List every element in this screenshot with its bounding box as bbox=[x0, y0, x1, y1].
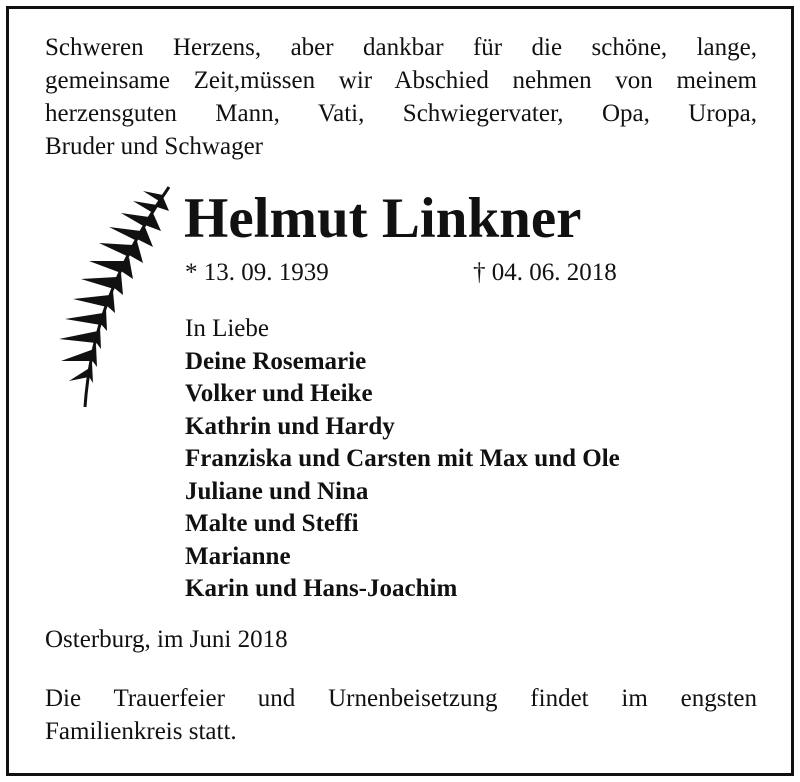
deceased-name: Helmut Linkner bbox=[184, 187, 582, 250]
mourner-name: Malte und Steffi bbox=[185, 510, 359, 537]
palm-leaf-icon bbox=[45, 177, 175, 409]
funeral-notice bbox=[45, 682, 757, 748]
intro-line: gemeinsame Zeit,müssen wir Abschied nehmen von meinem bbox=[45, 67, 757, 94]
notice-line: Die Trauerfeier und Urnenbeisetzung findet im engsten bbox=[45, 685, 757, 712]
intro-line: Schweren Herzens, aber dankbar für die schöne, lange, bbox=[45, 34, 757, 61]
death-date: † 04. 06. 2018 bbox=[473, 259, 617, 286]
intro-line: herzensguten Mann, Vati, Schwiegervater, Opa, Uropa, bbox=[45, 100, 757, 127]
intro-line: Bruder und Schwager bbox=[45, 133, 263, 160]
mourner-name: Deine Rosemarie bbox=[185, 347, 367, 375]
signoff: In Liebe bbox=[185, 315, 269, 342]
mourner-name: Juliane und Nina bbox=[185, 477, 369, 505]
mourner-name: Franziska und Carsten mit Max und Ole bbox=[185, 445, 620, 472]
place-date: Osterburg, im Juni 2018 bbox=[45, 626, 288, 653]
notice-line: Familienkreis statt. bbox=[45, 718, 237, 745]
mourner-name: Marianne bbox=[185, 542, 291, 570]
mourner-name: Volker und Heike bbox=[185, 380, 373, 407]
obituary-notice bbox=[6, 6, 794, 776]
intro-text bbox=[45, 31, 757, 163]
mourner-name: Kathrin und Hardy bbox=[185, 412, 395, 440]
mourner-name: Karin und Hans-Joachim bbox=[185, 575, 458, 602]
birth-date: * 13. 09. 1939 bbox=[185, 259, 329, 286]
mourners-list bbox=[185, 313, 620, 606]
